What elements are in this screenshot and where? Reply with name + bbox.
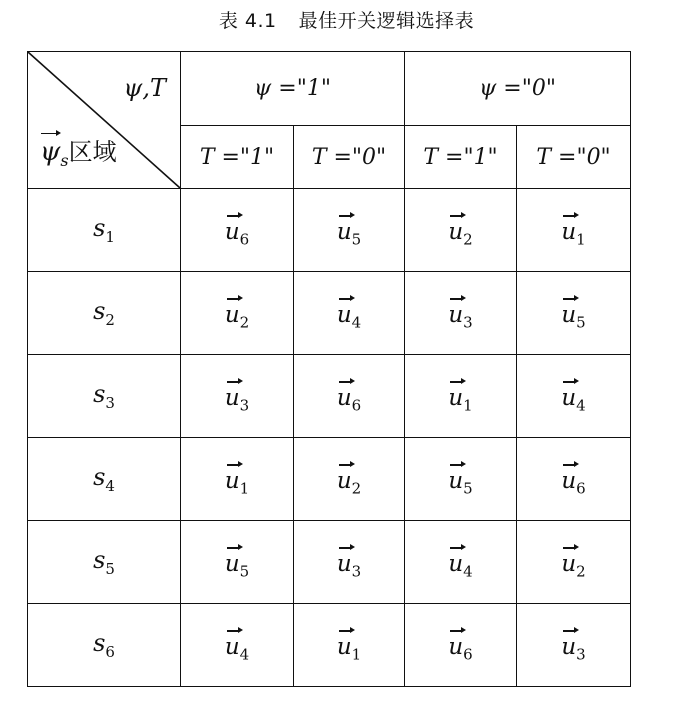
flux-subscript: s [60, 151, 69, 170]
voltage-vector-symbol: u [225, 543, 240, 577]
voltage-vector-cell [181, 604, 294, 687]
sector-cell [28, 189, 181, 272]
voltage-vector-index: 5 [351, 230, 362, 249]
voltage-vector-symbol: u [448, 460, 463, 494]
voltage-vector-cell [181, 521, 294, 604]
voltage-vector-index: 6 [463, 645, 473, 664]
voltage-vector-index: 6 [576, 479, 586, 498]
sub-header-t0-b: T ="0" [517, 126, 631, 189]
table-title: 最佳开关逻辑选择表 [298, 10, 475, 32]
voltage-vector-index: 3 [351, 562, 362, 581]
voltage-vector-symbol: u [337, 211, 352, 245]
voltage-vector-index: 3 [576, 645, 586, 664]
voltage-vector-symbol: u [337, 460, 352, 494]
table-number: 表 4.1 [218, 10, 277, 32]
voltage-vector-symbol: u [561, 294, 576, 328]
voltage-vector-symbol: u [561, 377, 576, 411]
sub-header-t1-a: T ="1" [181, 126, 294, 189]
voltage-vector-cell [517, 438, 631, 521]
table-row [28, 189, 631, 272]
voltage-vector-cell [181, 272, 294, 355]
sector-cell [28, 521, 181, 604]
sector-symbol: s [93, 546, 106, 575]
voltage-vector-index: 1 [239, 479, 250, 498]
voltage-vector-cell [517, 355, 631, 438]
voltage-vector-index: 5 [576, 313, 586, 332]
voltage-vector-symbol: u [225, 211, 240, 245]
voltage-vector-symbol: u [337, 626, 352, 660]
voltage-vector-cell [294, 272, 405, 355]
voltage-vector-cell [294, 438, 405, 521]
voltage-vector-symbol: u [225, 377, 240, 411]
voltage-vector-index: 2 [239, 313, 250, 332]
voltage-vector-cell [517, 604, 631, 687]
voltage-vector-index: 1 [463, 396, 473, 415]
voltage-vector-symbol: u [225, 626, 240, 660]
voltage-vector-cell [294, 189, 405, 272]
voltage-vector-symbol: u [448, 543, 463, 577]
table-row [28, 521, 631, 604]
sector-symbol: s [93, 629, 106, 658]
voltage-vector-index: 6 [239, 230, 250, 249]
sector-cell [28, 355, 181, 438]
sector-cell [28, 272, 181, 355]
voltage-vector-symbol: u [225, 460, 240, 494]
sector-symbol: s [93, 214, 106, 243]
voltage-vector-symbol: u [561, 211, 576, 245]
voltage-vector-index: 1 [351, 645, 362, 664]
voltage-vector-index: 6 [351, 396, 362, 415]
table-caption [0, 6, 693, 33]
voltage-vector-index: 3 [463, 313, 473, 332]
table-row [28, 604, 631, 687]
table-row [28, 438, 631, 521]
voltage-vector-cell [294, 521, 405, 604]
sector-index: 5 [105, 559, 115, 578]
flux-vector-symbol: ψ [40, 136, 61, 167]
voltage-vector-cell [294, 604, 405, 687]
voltage-vector-cell [181, 189, 294, 272]
region-label: 区域 [68, 137, 117, 166]
sector-cell [28, 604, 181, 687]
voltage-vector-cell [405, 521, 517, 604]
voltage-vector-cell [294, 355, 405, 438]
voltage-vector-cell [405, 604, 517, 687]
voltage-vector-cell [181, 438, 294, 521]
sector-index: 3 [105, 393, 115, 412]
corner-bottom-label [40, 132, 117, 170]
corner-header-cell [28, 52, 181, 189]
voltage-vector-index: 5 [239, 562, 250, 581]
voltage-vector-cell [517, 521, 631, 604]
sector-symbol: s [93, 463, 106, 492]
voltage-vector-index: 1 [576, 230, 586, 249]
voltage-vector-symbol: u [337, 377, 352, 411]
group-header-psi-1: ψ ="1" [181, 52, 405, 126]
sector-symbol: s [93, 297, 106, 326]
voltage-vector-index: 4 [576, 396, 586, 415]
voltage-vector-cell [517, 189, 631, 272]
voltage-vector-symbol: u [225, 294, 240, 328]
voltage-vector-symbol: u [448, 211, 463, 245]
voltage-vector-index: 2 [576, 562, 586, 581]
sub-header-t0-a: T ="0" [294, 126, 405, 189]
voltage-vector-symbol: u [448, 294, 463, 328]
switch-logic-table [27, 51, 631, 687]
voltage-vector-index: 2 [463, 230, 473, 249]
voltage-vector-symbol: u [337, 543, 352, 577]
voltage-vector-index: 4 [463, 562, 473, 581]
sector-cell [28, 438, 181, 521]
voltage-vector-symbol: u [448, 377, 463, 411]
sector-symbol: s [93, 380, 106, 409]
sector-index: 4 [105, 476, 115, 495]
voltage-vector-symbol: u [448, 626, 463, 660]
voltage-vector-symbol: u [561, 460, 576, 494]
corner-top-label: ψ,T [123, 74, 166, 102]
voltage-vector-cell [405, 355, 517, 438]
voltage-vector-symbol: u [561, 626, 576, 660]
group-header-psi-0: ψ ="0" [405, 52, 631, 126]
voltage-vector-cell [181, 355, 294, 438]
voltage-vector-index: 2 [351, 479, 362, 498]
table-row [28, 272, 631, 355]
voltage-vector-symbol: u [337, 294, 352, 328]
header-row-flux [28, 52, 631, 126]
voltage-vector-cell [517, 272, 631, 355]
voltage-vector-index: 4 [351, 313, 362, 332]
voltage-vector-cell [405, 438, 517, 521]
voltage-vector-cell [405, 272, 517, 355]
sector-index: 1 [105, 227, 115, 246]
voltage-vector-index: 5 [463, 479, 473, 498]
sector-index: 2 [105, 310, 115, 329]
voltage-vector-index: 3 [239, 396, 250, 415]
sector-index: 6 [105, 642, 115, 661]
voltage-vector-index: 4 [239, 645, 250, 664]
table-row [28, 355, 631, 438]
sub-header-t1-b: T ="1" [405, 126, 517, 189]
voltage-vector-symbol: u [561, 543, 576, 577]
voltage-vector-cell [405, 189, 517, 272]
